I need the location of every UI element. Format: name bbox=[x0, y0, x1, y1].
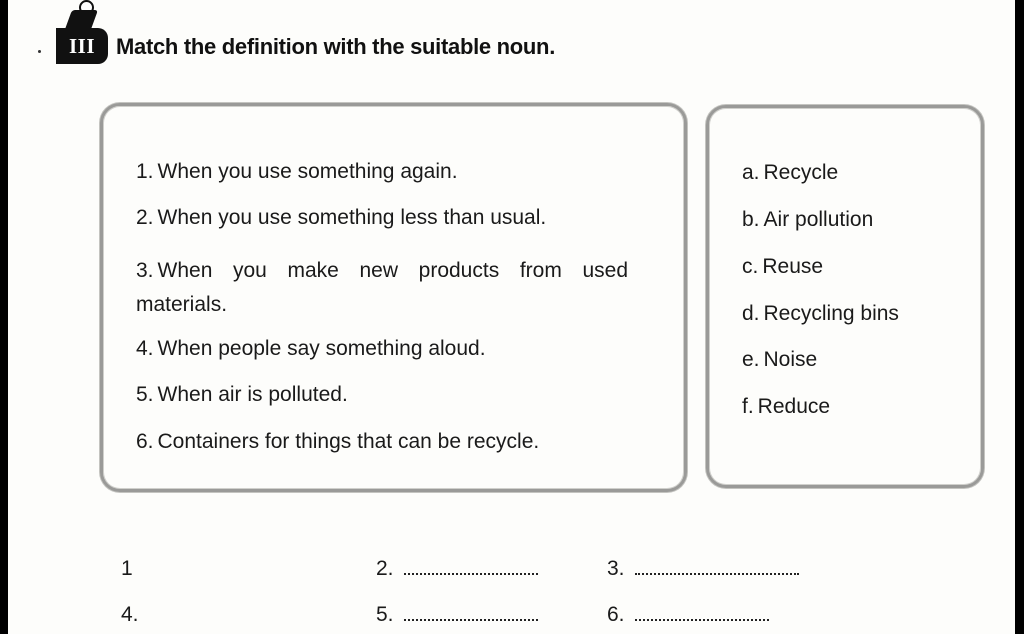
noun-letter: f. bbox=[742, 395, 754, 418]
noun-item bbox=[742, 395, 830, 419]
definition-item bbox=[136, 160, 458, 184]
noun-item bbox=[742, 302, 899, 326]
answer-label: 3. bbox=[607, 557, 625, 580]
answer-blank-3[interactable] bbox=[607, 557, 799, 581]
answer-blank-4[interactable] bbox=[121, 603, 141, 627]
definition-text: Containers for things that can be recycle. bbox=[157, 430, 540, 453]
definition-item bbox=[136, 254, 628, 322]
answer-label: 1 bbox=[121, 557, 133, 580]
answer-blank-2[interactable] bbox=[376, 557, 538, 581]
definition-number: 4. bbox=[136, 337, 154, 360]
answer-label: 5. bbox=[376, 603, 394, 626]
definition-text: When people say something aloud. bbox=[157, 337, 486, 360]
definition-number: 6. bbox=[136, 430, 154, 453]
definition-item bbox=[136, 383, 348, 407]
noun-item bbox=[742, 161, 838, 185]
exercise-instruction: Match the definition with the suitable noun. bbox=[116, 34, 556, 59]
answer-blank-5[interactable] bbox=[376, 603, 538, 627]
worksheet-page bbox=[8, 0, 1015, 634]
noun-item bbox=[742, 208, 873, 232]
definition-text: When you make new products from used materials. bbox=[136, 259, 628, 316]
answer-dotted-line[interactable] bbox=[404, 559, 538, 575]
definition-number: 2. bbox=[136, 206, 154, 229]
noun-letter: b. bbox=[742, 208, 760, 231]
definition-text: When air is polluted. bbox=[157, 383, 348, 406]
answer-dotted-line[interactable] bbox=[635, 559, 799, 575]
noun-letter: c. bbox=[742, 255, 759, 278]
definition-item bbox=[136, 430, 539, 454]
noun-item bbox=[742, 255, 823, 279]
answer-blank-6[interactable] bbox=[607, 603, 769, 627]
noun-text: Noise bbox=[763, 348, 818, 371]
definition-text: When you use something again. bbox=[157, 160, 458, 183]
answer-label: 4. bbox=[121, 603, 139, 626]
bullet-dot bbox=[38, 50, 41, 53]
noun-letter: e. bbox=[742, 348, 760, 371]
definition-item bbox=[136, 337, 486, 361]
answer-label: 6. bbox=[607, 603, 625, 626]
noun-item bbox=[742, 348, 817, 372]
noun-letter: a. bbox=[742, 161, 760, 184]
definition-number: 3. bbox=[136, 259, 154, 282]
definition-text: When you use something less than usual. bbox=[157, 206, 547, 229]
definition-number: 1. bbox=[136, 160, 154, 183]
definition-item bbox=[136, 206, 546, 230]
answer-label: 2. bbox=[376, 557, 394, 580]
noun-text: Reduce bbox=[757, 395, 831, 418]
definition-number: 5. bbox=[136, 383, 154, 406]
noun-text: Recycling bins bbox=[763, 302, 899, 325]
noun-text: Air pollution bbox=[763, 208, 874, 231]
noun-text: Recycle bbox=[763, 161, 839, 184]
noun-text: Reuse bbox=[762, 255, 824, 278]
answer-blank-1[interactable] bbox=[121, 557, 135, 581]
answer-dotted-line[interactable] bbox=[404, 605, 538, 621]
answer-dotted-line[interactable] bbox=[635, 605, 769, 621]
exercise-number-badge: III bbox=[56, 28, 108, 64]
noun-letter: d. bbox=[742, 302, 760, 325]
